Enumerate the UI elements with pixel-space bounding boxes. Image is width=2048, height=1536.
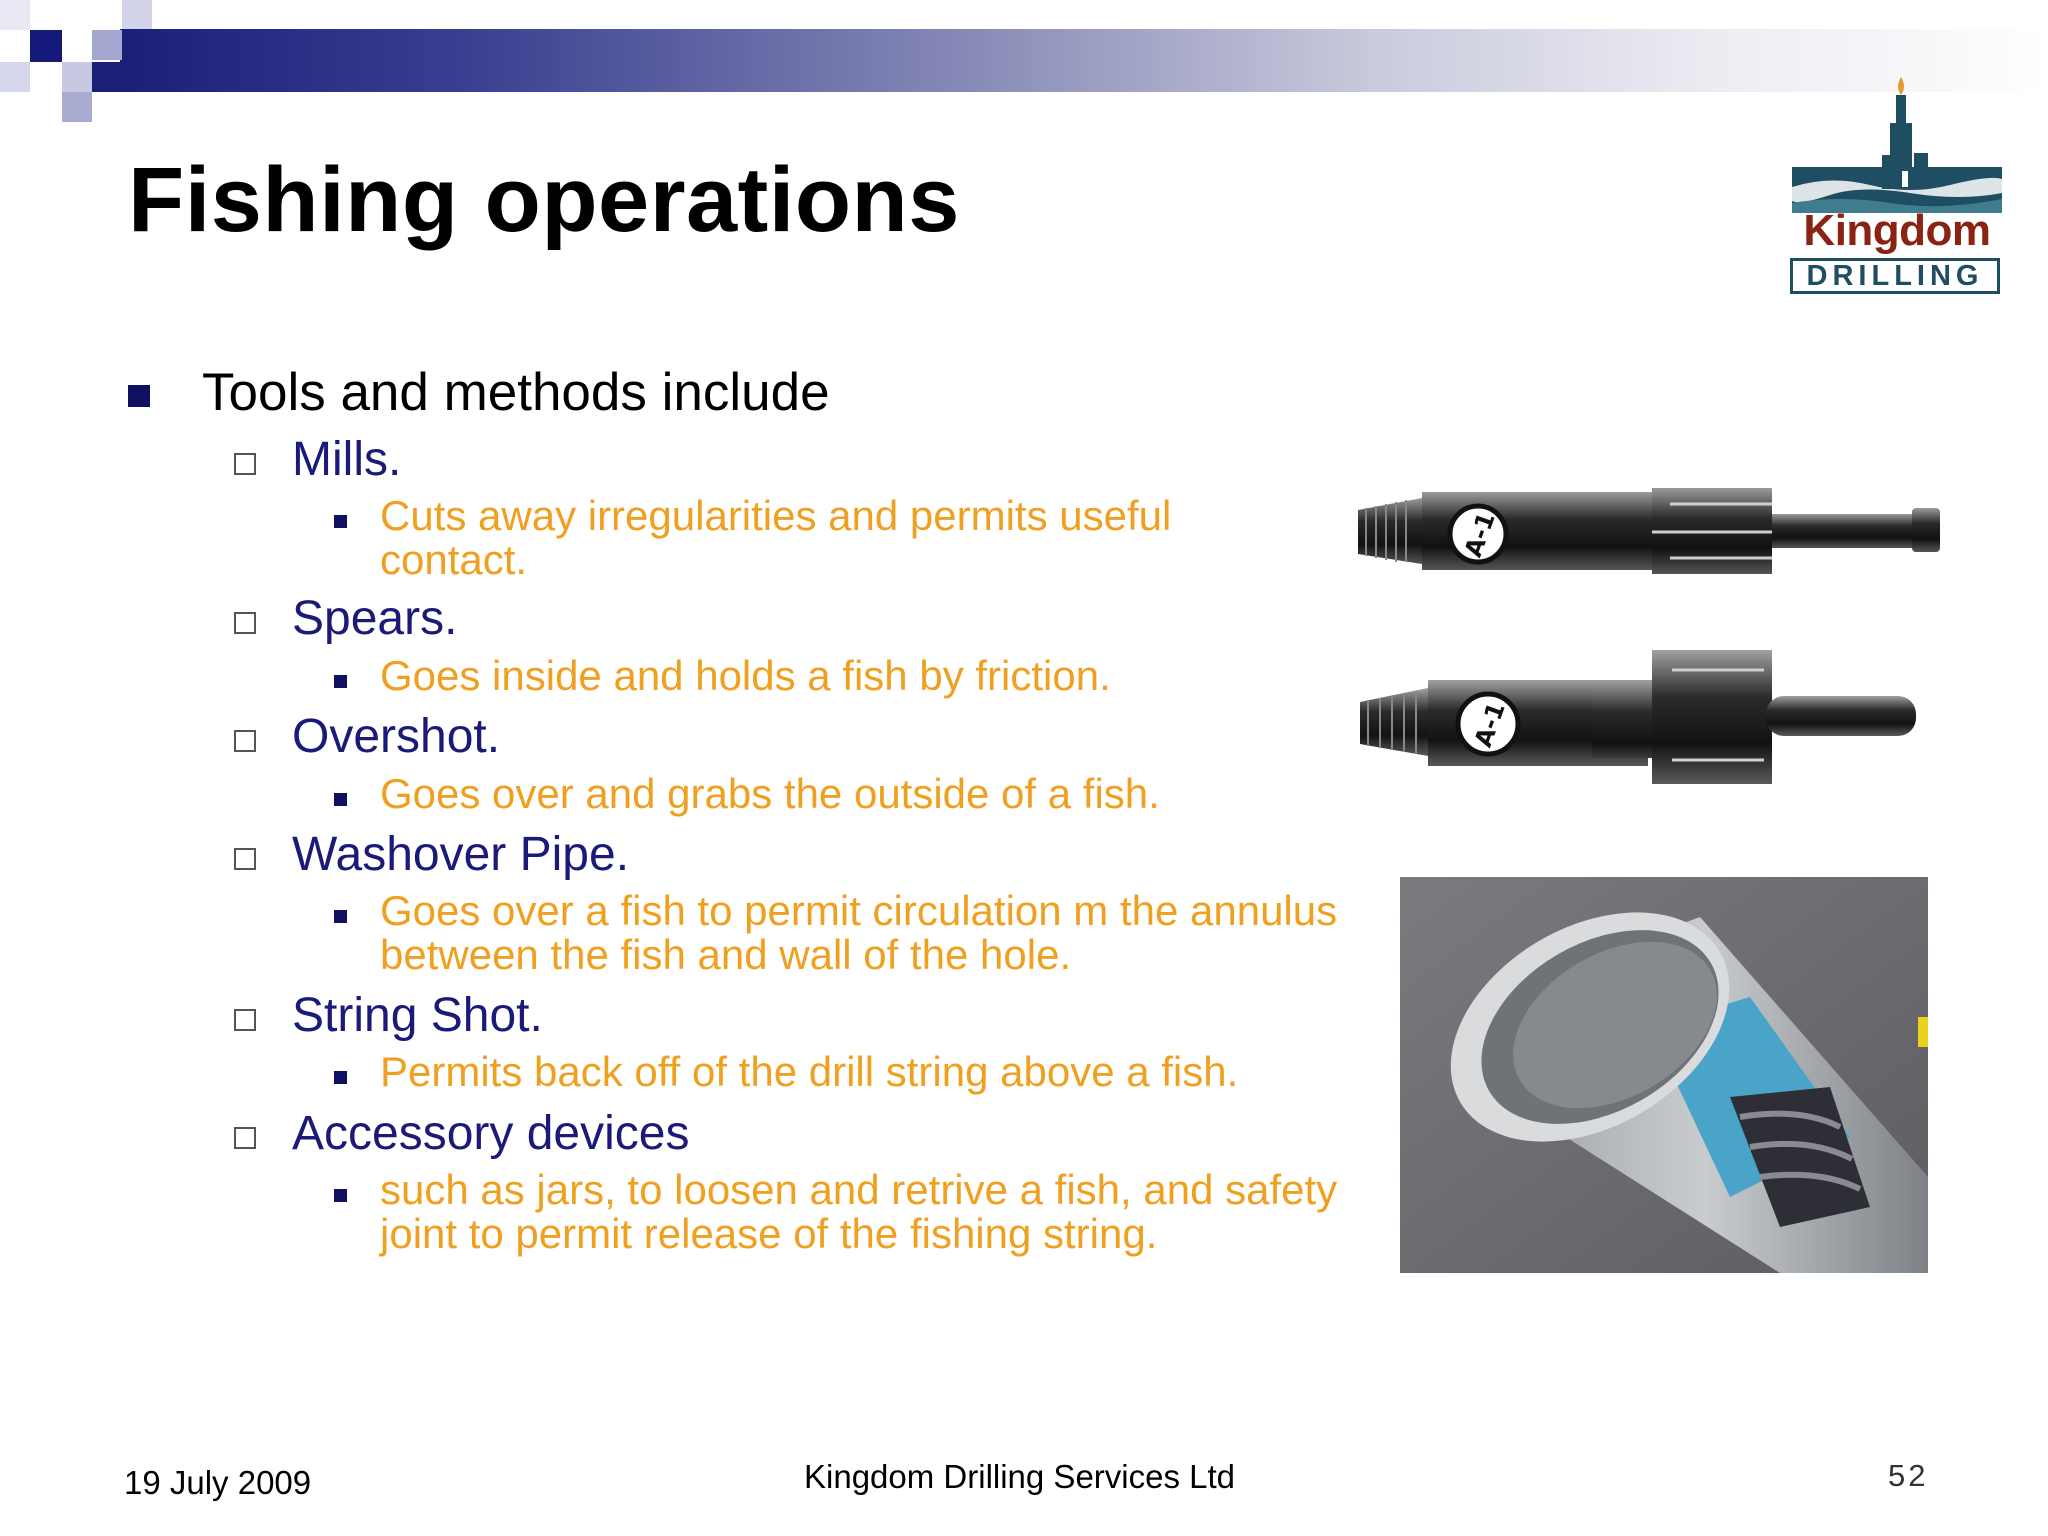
sub-bullet-square — [334, 1189, 347, 1202]
decor-square — [62, 92, 92, 122]
tool-badge-text: A-1 — [1458, 508, 1501, 561]
list-item-detail: such as jars, to loosen and retrive a fish, and safety joint to permit release of the fishing string. — [380, 1166, 1338, 1257]
decor-square — [92, 62, 122, 92]
sub-bullet-square — [334, 793, 347, 806]
sub-bullet-square — [334, 1071, 347, 1084]
list-item-detail: Cuts away irregularities and permits useful contact. — [380, 492, 1172, 583]
hollow-bullet-box — [234, 453, 256, 475]
list-item-label: String Shot. — [292, 989, 543, 1042]
hollow-bullet-box — [234, 1009, 256, 1031]
tool-badge-text: A-1 — [1468, 698, 1511, 751]
hollow-bullet-box — [234, 730, 256, 752]
header-gradient-bar — [120, 29, 2048, 92]
list-item-detail: Goes over a fish to permit circulation m the annulus between the fish and wall of the hole. — [380, 887, 1338, 978]
decor-square — [30, 30, 62, 62]
list-item-label: Overshot. — [292, 710, 501, 763]
sub-bullet-square — [334, 515, 347, 528]
main-bullet-square — [128, 385, 150, 407]
list-item-label: Spears. — [292, 592, 458, 645]
hollow-bullet-box — [234, 612, 256, 634]
list-item-detail: Permits back off of the drill string above a fish. — [380, 1048, 1239, 1095]
footer-date: 19 July 2009 — [124, 1464, 312, 1501]
list-item-label: Mills. — [292, 433, 402, 486]
decor-square — [0, 62, 30, 92]
list-item-detail: Goes inside and holds a fish by friction. — [380, 652, 1111, 699]
hollow-bullet-box — [234, 848, 256, 870]
list-item-label: Accessory devices — [292, 1107, 690, 1160]
sub-bullet-square — [334, 910, 347, 923]
logo-wordmark: Kingdom — [1803, 206, 1991, 255]
list-item-detail: Goes over and grabs the outside of a fish. — [380, 770, 1160, 817]
washover-pipe-photo — [1400, 877, 1928, 1273]
decor-square — [0, 0, 30, 30]
decor-square — [92, 30, 122, 60]
spear-tool-image — [1352, 640, 1952, 790]
page-number: 52 — [1888, 1458, 1929, 1493]
sub-bullet-square — [334, 675, 347, 688]
decor-square — [122, 0, 152, 29]
footer-company: Kingdom Drilling Services Ltd — [804, 1458, 1236, 1495]
list-item-label: Washover Pipe. — [292, 828, 630, 881]
slide-title: Fishing operations — [128, 149, 960, 251]
logo-subtitle: DRILLING — [1790, 258, 2000, 294]
mill-tool-image — [1352, 474, 1952, 586]
main-bullet-text: Tools and methods include — [202, 363, 830, 422]
decor-square — [62, 62, 92, 92]
hollow-bullet-box — [234, 1127, 256, 1149]
